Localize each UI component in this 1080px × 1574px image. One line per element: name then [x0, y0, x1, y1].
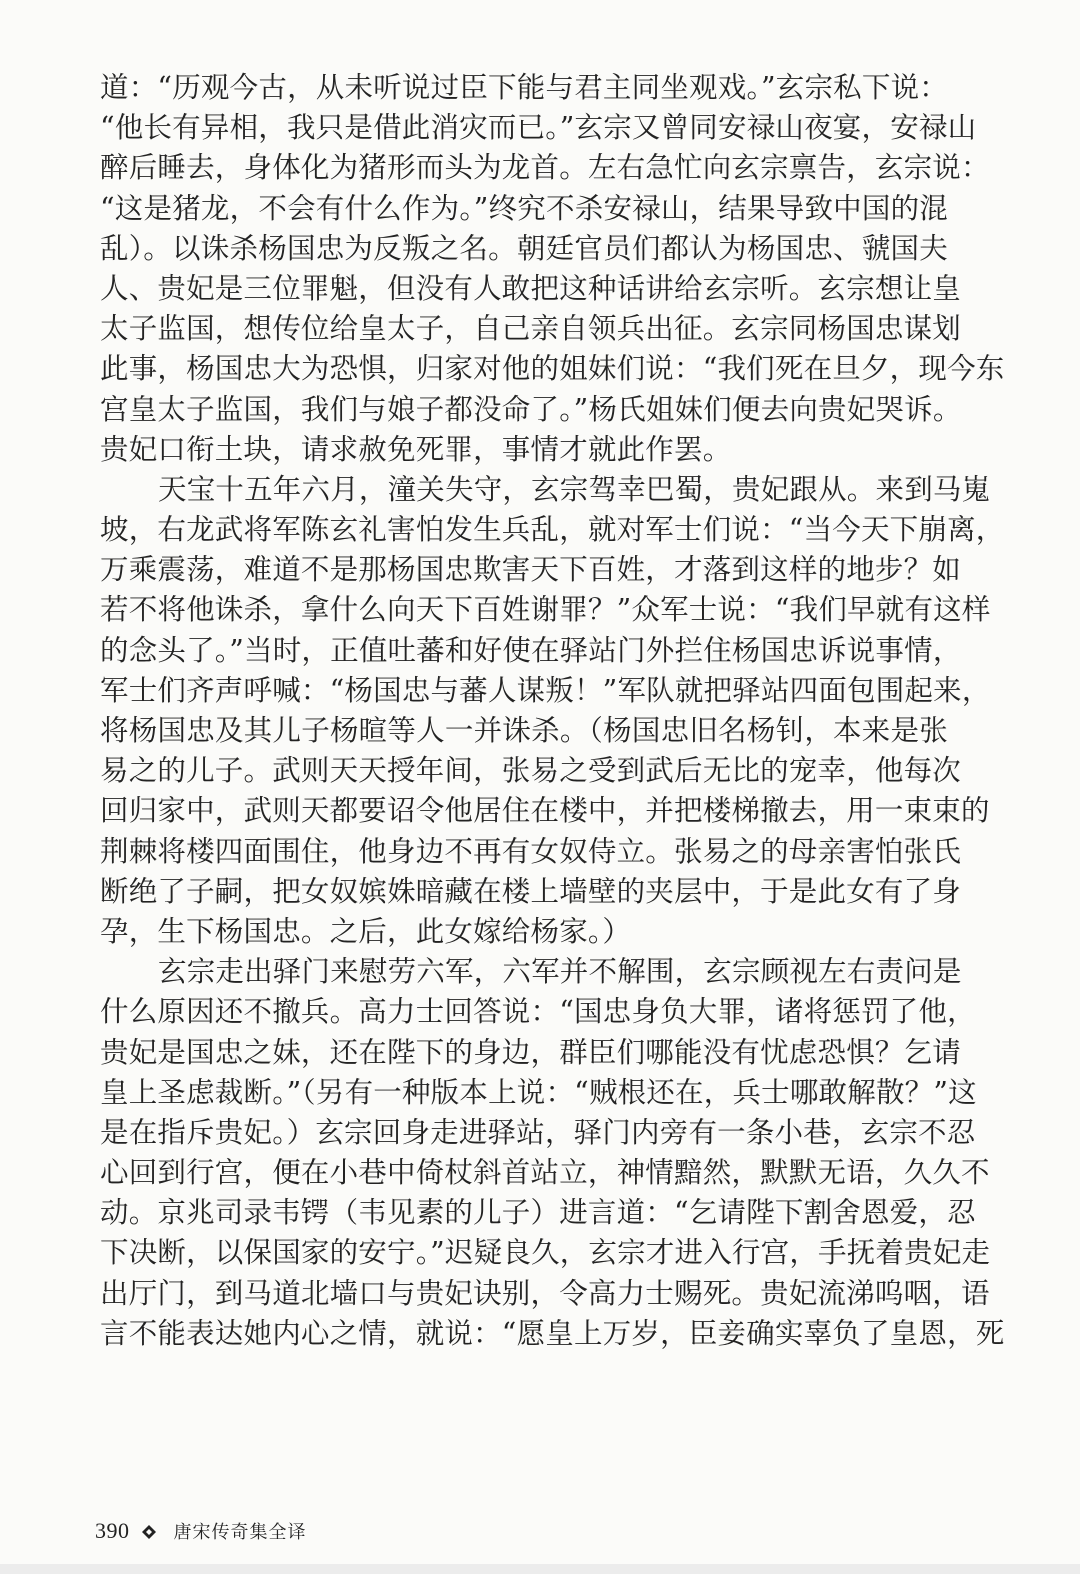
- text-line: 宫皇太子监国，我们与娘子都没命了。”杨氏姐妹们便去向贵妃哭诉。: [100, 392, 962, 426]
- text-line: 乱）。以诛杀杨国忠为反叛之名。朝廷官员们都认为杨国忠、虢国夫: [100, 231, 948, 265]
- text-line: 的念头了。”当时，正值吐蕃和好使在驿站门外拦住杨国忠诉说事情，: [100, 633, 962, 667]
- text-line: 若不将他诛杀，拿什么向天下百姓谢罪？”众军士说：“我们早就有这样: [100, 593, 991, 627]
- body-text: [100, 68, 1005, 1354]
- text-line: 心回到行宫，便在小巷中倚杖斜首站立，神情黯然，默默无语，久久不: [100, 1156, 990, 1190]
- paragraph-start-line: 天宝十五年六月，潼关失守，玄宗驾幸巴蜀，贵妃跟从。来到马嵬: [158, 472, 991, 506]
- text-line: 将杨国忠及其儿子杨暄等人一并诛杀。（杨国忠旧名杨钊，本来是张: [100, 714, 948, 747]
- text-line: 易之的儿子。武则天天授年间，张易之受到武后无比的宠幸，他每次: [100, 754, 962, 788]
- text-line: 人、贵妃是三位罪魁，但没有人敢把这种话讲给玄宗听。玄宗想让皇: [100, 271, 962, 305]
- text-line: 孕，生下杨国忠。之后，此女嫁给杨家。）: [100, 914, 632, 948]
- text-line: 是在指斥贵妃。）玄宗回身走进驿站，驿门内旁有一条小巷，玄宗不忍: [100, 1115, 976, 1149]
- text-line: 下决断，以保国家的安宁。”迟疑良久，玄宗才进入行宫，手抚着贵妃走: [100, 1236, 991, 1270]
- page-number: 390: [95, 1518, 130, 1543]
- text-line: 贵妃是国忠之妹，还在陛下的身边，群臣们哪能没有忧虑恐惧？乞请: [100, 1035, 962, 1069]
- text-line: 言不能表达她内心之情，就说：“愿皇上万岁，臣妾确实辜负了皇恩，死: [100, 1316, 1005, 1350]
- text-line: 断绝了子嗣，把女奴嫔姝暗藏在楼上墙壁的夹层中，于是此女有了身: [100, 874, 962, 908]
- text-line: 太子监国，想传位给皇太子，自己亲自领兵出征。玄宗同杨国忠谋划: [100, 312, 962, 346]
- text-line: “这是猪龙，不会有什么作为。”终究不杀安禄山，结果导致中国的混: [100, 191, 948, 225]
- text-line: 此事，杨国忠大为恐惧，归家对他的姐妹们说：“我们死在旦夕，现今东: [100, 352, 1005, 386]
- text-line: 出厅门，到马道北墙口与贵妃诀别，令高力士赐死。贵妃流涕呜咽，语: [100, 1276, 990, 1310]
- page-footer: [95, 1514, 307, 1548]
- text-line: 贵妃口衔土块，请求赦免死罪，事情才就此作罢。: [100, 432, 732, 466]
- text-line: 道：“历观今古，从未听说过臣下能与君主同坐观戏。”玄宗私下说：: [100, 71, 948, 104]
- bottom-bar: [0, 1564, 1080, 1574]
- text-line: 什么原因还不撤兵。高力士回答说：“国忠身负大罪，诸将惩罚了他，: [100, 995, 976, 1029]
- text-line: 皇上圣虑裁断。”（另有一种版本上说：“贼根还在，兵士哪敢解散？”这: [100, 1075, 977, 1109]
- text-line: 动。京兆司录韦锷（韦见素的儿子）进言道：“乞请陛下割舍恩爱，忍: [100, 1196, 976, 1230]
- text-line: 坡，右龙武将军陈玄礼害怕发生兵乱，就对军士们说：“当今天下崩离，: [100, 513, 1005, 547]
- text-line: 回归家中，武则天都要诏令他居住在楼中，并把楼梯撤去，用一束束的: [100, 794, 990, 828]
- paragraph-start-line: 玄宗走出驿门来慰劳六军，六军并不解围，玄宗顾视左右责问是: [158, 955, 962, 989]
- diamond-icon: [142, 1524, 156, 1538]
- text-line: 醉后睡去，身体化为猪形而头为龙首。左右急忙向玄宗禀告，玄宗说：: [100, 151, 990, 185]
- text-line: 荆棘将楼四面围住，他身边不再有女奴侍立。张易之的母亲害怕张氏: [100, 834, 962, 868]
- text-line: 军士们齐声呼喊：“杨国忠与蕃人谋叛！”军队就把驿站四面包围起来，: [100, 673, 991, 707]
- book-title: 唐宋传奇集全译: [173, 1522, 307, 1543]
- text-line: “他长有异相，我只是借此消灾而已。”玄宗又曾同安禄山夜宴，安禄山: [100, 111, 977, 145]
- text-line: 万乘震荡，难道不是那杨国忠欺害天下百姓，才落到这样的地步？如: [100, 553, 962, 587]
